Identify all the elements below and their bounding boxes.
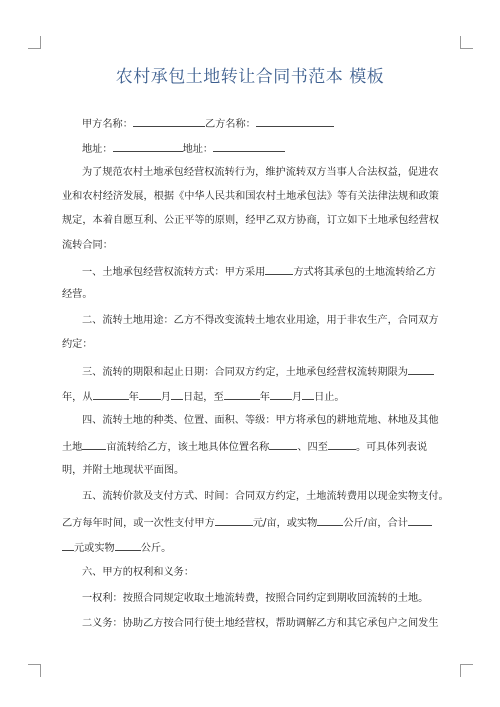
clause2-line-2: 约定： <box>62 339 93 350</box>
clause1-text-b: 方式将其承包的土地流转给乙方 <box>293 267 436 278</box>
party-b-blank <box>256 116 334 127</box>
clause4-boundary-label: 、四至 <box>297 442 328 453</box>
intro-line-2: 业和农村经济发展，根据《中华人民共和国农村土地承包法》等有关法律法规和政策 <box>62 191 439 202</box>
clause3-end-month-label: 月 <box>291 392 303 403</box>
clause3-blank-start-day <box>171 389 183 400</box>
clause3-year-label: 年 <box>128 392 139 403</box>
address-a-label: 地址： <box>82 144 113 155</box>
clause2-line-1: 二、流转土地用途：乙方不得改变流转土地农业用途，用于非农生产，合同双方 <box>82 315 439 326</box>
clause3-end-year-label: 年 <box>259 392 270 403</box>
intro-line-1: 为了规范农村土地承包经营权流转行为，维护流转双方当事人合法权益，促进农 <box>82 167 439 178</box>
clause4-line-2 <box>62 439 442 455</box>
clause3-blank-end-month <box>270 389 292 400</box>
clause5-blank-total-cont <box>62 540 74 551</box>
clause1-line-1 <box>82 264 462 280</box>
clause4-text-location: 亩流转给乙方，该土地具体位置名称 <box>106 442 270 453</box>
clause4-blank-location <box>269 439 297 450</box>
clause5-text-yuan: 元或实物 <box>74 543 115 554</box>
clause5-text-total: 公斤/亩，合计 <box>343 518 408 529</box>
clause4-blank-boundary <box>328 439 356 450</box>
clause4-line-3: 明，并附土地现状平面图。 <box>62 465 185 476</box>
intro-line-3: 规定，本着自愿互利、公正平等的原则，经甲乙双方协商，订立如下土地承包经营权 <box>62 215 439 226</box>
crop-mark-top-left <box>28 36 41 49</box>
clause3-text-b: 年，从 <box>62 392 93 403</box>
clause1-blank-method <box>265 264 293 275</box>
clause5-blank-kind <box>317 515 343 526</box>
clause5-line-3 <box>62 540 442 556</box>
clause5-line-2 <box>62 515 442 531</box>
clause3-text-a: 三、流转的期限和起止日期：合同双方约定，土地承包经营权流转期限为 <box>82 367 408 378</box>
clause3-from-label: 日起，至 <box>182 392 224 403</box>
clause4-line-1: 四、流转土地的种类、位置、面积、等级：甲方将承包的耕地荒地、林地及其他 <box>82 415 439 426</box>
party-a-blank <box>133 116 205 127</box>
clause5-line-1: 五、流转价款及支付方式、时间：合同双方约定，土地流转费用以现金实物支付。 <box>82 491 449 502</box>
clause6-rights: 一权利：按照合同规定收取土地流转费，按照合同约定到期收回流转的土地。 <box>82 593 429 604</box>
party-names-line <box>82 116 462 132</box>
clause6-obligations: 二义务：协助乙方按合同行使土地经营权，帮助调解乙方和其它承包户之间发生 <box>82 618 439 629</box>
clause3-line-1 <box>82 364 462 380</box>
clause3-blank-start-month <box>139 389 161 400</box>
crop-mark-top-right <box>460 36 473 49</box>
clause3-blank-years <box>408 364 434 375</box>
clause3-month-label: 月 <box>160 392 171 403</box>
clause4-text-list: 。可具体列表说 <box>355 442 428 453</box>
crop-mark-bottom-left <box>28 664 41 677</box>
clause3-blank-end-year <box>224 389 260 400</box>
address-line <box>82 141 462 157</box>
clause3-blank-start-year <box>93 389 129 400</box>
clause5-blank-cash <box>215 515 253 526</box>
document-title: 农村承包土地转让合同书范本 模板 <box>115 67 385 87</box>
clause3-end-label: 日止。 <box>314 392 345 403</box>
clause5-blank-total <box>408 515 432 526</box>
clause1-text-a: 一、土地承包经营权流转方式：甲方采用 <box>82 267 266 278</box>
party-a-label: 甲方名称： <box>82 119 133 130</box>
clause5-blank-kg <box>115 540 141 551</box>
clause5-text-kg: 公斤。 <box>140 543 172 554</box>
clause3-line-2 <box>62 389 442 405</box>
clause6-heading: 六、甲方的权利和义务： <box>82 567 195 578</box>
clause5-text-payment: 乙方每年时间，或一次性支付甲方 <box>62 518 215 529</box>
party-b-label: 乙方名称： <box>204 119 256 130</box>
address-b-label: 地址： <box>182 144 214 155</box>
intro-line-4: 流转合同： <box>62 240 113 251</box>
clause4-land-label: 土地 <box>62 442 83 453</box>
crop-mark-bottom-right <box>460 664 473 677</box>
clause5-text-kind: 元/亩，或实物 <box>252 518 318 529</box>
clause3-blank-end-day <box>302 389 314 400</box>
clause1-line-2: 经营。 <box>62 289 93 300</box>
address-b-blank <box>213 141 285 152</box>
clause4-blank-area <box>82 439 106 450</box>
address-a-blank <box>113 141 183 152</box>
